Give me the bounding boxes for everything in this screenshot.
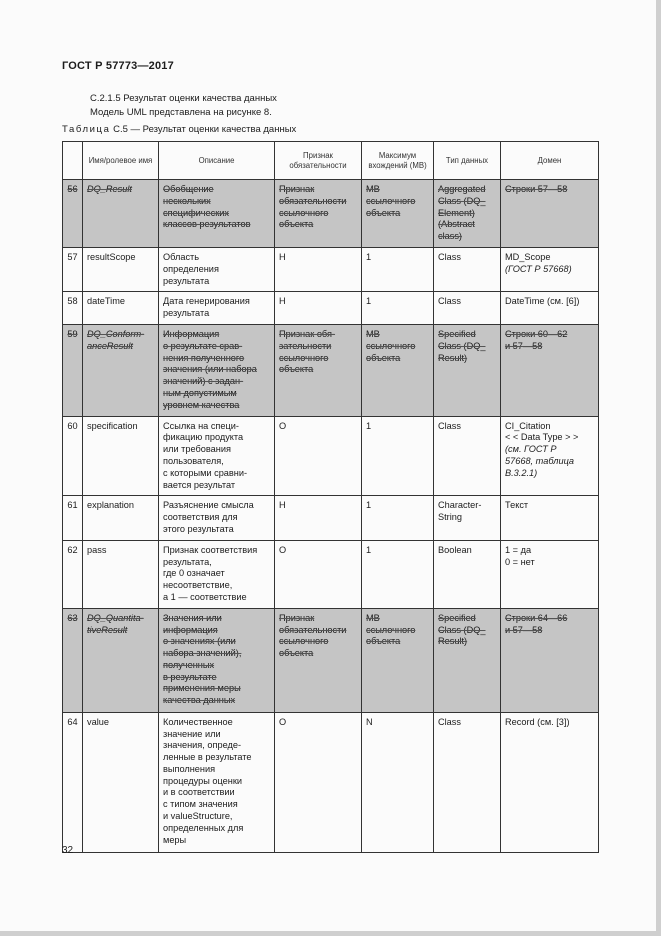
cell-obligation: [275, 247, 362, 291]
section-intro: [90, 92, 277, 120]
cell-text-line: DQ_Conform-: [87, 328, 145, 339]
column-header: [63, 142, 83, 180]
cell-text-line: уровнем качества: [163, 399, 240, 410]
cell-text-line: объекта: [366, 636, 401, 647]
cell-text-line: фикацию продукта: [163, 432, 244, 443]
table-caption-prefix: Таблица: [62, 124, 111, 135]
cell-text-line: Element): [438, 207, 475, 218]
cell-text-line: или требования: [163, 444, 231, 455]
cell-text-line: Result): [438, 352, 468, 363]
cell-data-type: [434, 247, 501, 291]
cell-text-line: Количественное: [163, 716, 233, 727]
cell-max-occurrence: [362, 180, 434, 248]
cell-text-line: Н: [279, 500, 286, 511]
cell-text-line: Class: [438, 716, 461, 727]
cell-data-type: [434, 180, 501, 248]
cell-text-line: соответствия для: [163, 512, 238, 523]
table-row: [63, 247, 599, 291]
cell-obligation: [275, 540, 362, 608]
cell-text-line: результата: [163, 275, 210, 286]
cell-domain: [501, 324, 599, 416]
cell-text-line: Значения или: [163, 612, 222, 623]
column-header: Максимум вхождений (МВ): [362, 142, 434, 180]
cell-text-line: и 57—58: [505, 340, 543, 351]
table-row: [63, 712, 599, 852]
cell-text-line: вается результат: [163, 479, 236, 490]
cell-text-line: МВ: [366, 612, 380, 623]
cell-text-line: ссылочного: [366, 624, 416, 635]
cell-text-line: class): [438, 231, 462, 242]
cell-text-line: ссылочного: [366, 195, 416, 206]
cell-max-occurrence: [362, 712, 434, 852]
cell-row-number: [63, 608, 83, 712]
cell-text-line: о результате срав-: [163, 340, 243, 351]
cell-row-number: [63, 324, 83, 416]
cell-max-occurrence: [362, 324, 434, 416]
cell-text-line: В.3.2.1): [505, 467, 538, 478]
cell-text-line: о значениях (или: [163, 636, 236, 647]
quality-result-table: [62, 141, 599, 853]
cell-text-line: explanation: [87, 500, 134, 511]
cell-text-line: О: [279, 716, 287, 727]
cell-text-line: 1: [366, 420, 372, 431]
cell-text-line: процедуры оценки: [163, 775, 242, 786]
cell-max-occurrence: [362, 247, 434, 291]
row-number: 60: [67, 420, 78, 431]
row-number: 62: [67, 544, 78, 555]
cell-text-line: в результате: [163, 671, 217, 682]
cell-text-line: Обобщение: [163, 184, 214, 194]
cell-text-line: 0 = нет: [505, 556, 535, 567]
cell-name: [83, 496, 159, 540]
cell-text-line: нескольких: [163, 195, 211, 206]
cell-text-line: (Abstract: [438, 219, 475, 230]
cell-obligation: [275, 712, 362, 852]
cell-text-line: 1: [366, 296, 372, 307]
cell-text-line: Признак: [279, 184, 315, 194]
cell-text-line: Class: [438, 420, 461, 431]
cell-text-line: Aggregated: [438, 184, 486, 194]
cell-description: [159, 712, 275, 852]
row-number: 61: [67, 500, 78, 511]
column-header: Имя/ролевое имя: [83, 142, 159, 180]
cell-data-type: [434, 496, 501, 540]
cell-text-line: применения меры: [163, 683, 241, 694]
cell-text-line: объекта: [279, 219, 314, 230]
table-caption-text: С.5 — Результат оценки качества данных: [113, 124, 297, 135]
cell-text-line: специфических: [163, 207, 229, 218]
cell-data-type: [434, 416, 501, 496]
cell-description: [159, 180, 275, 248]
cell-row-number: [63, 247, 83, 291]
cell-text-line: ным допустимым: [163, 387, 237, 398]
table-row: [63, 180, 599, 248]
row-number: 64: [67, 716, 78, 727]
cell-name: [83, 292, 159, 325]
cell-text-line: 1 = да: [505, 544, 532, 555]
cell-row-number: [63, 540, 83, 608]
cell-text-line: DQ_Result: [87, 184, 132, 194]
cell-text-line: MD_Scope: [505, 251, 551, 262]
cell-text-line: Class (DQ_: [438, 624, 486, 635]
cell-text-line: 1: [366, 544, 372, 555]
cell-text-line: значений) с задан-: [163, 376, 244, 387]
cell-text-line: Class: [438, 296, 461, 307]
cell-text-line: anceResult: [87, 340, 133, 351]
cell-text-line: значения, опреде-: [163, 740, 242, 751]
cell-text-line: ленные в результате: [163, 752, 252, 763]
cell-text-line: О: [279, 420, 287, 431]
cell-text-line: < < Data Type > >: [505, 432, 579, 443]
cell-domain: [501, 180, 599, 248]
table-row: [63, 540, 599, 608]
cell-max-occurrence: [362, 416, 434, 496]
cell-obligation: [275, 324, 362, 416]
cell-domain: [501, 416, 599, 496]
table-caption: [62, 124, 296, 135]
cell-text-line: и valueStructure,: [163, 811, 233, 822]
column-header: Тип данных: [434, 142, 501, 180]
cell-max-occurrence: [362, 540, 434, 608]
cell-row-number: [63, 292, 83, 325]
cell-text-line: Specified: [438, 612, 476, 623]
cell-text-line: 57668, таблица: [505, 455, 575, 466]
cell-text-line: Character-: [438, 500, 482, 511]
cell-obligation: [275, 608, 362, 712]
cell-row-number: [63, 180, 83, 248]
cell-text-line: DQ_Quantita-: [87, 612, 144, 623]
cell-text-line: resultScope: [87, 251, 136, 262]
cell-text-line: информация: [163, 624, 218, 635]
cell-text-line: этого результата: [163, 523, 234, 534]
cell-text-line: N: [366, 716, 373, 727]
cell-text-line: Строки 64—66: [505, 612, 568, 623]
cell-text-line: обязательности: [279, 195, 347, 206]
cell-text-line: Н: [279, 251, 286, 262]
cell-obligation: [275, 496, 362, 540]
cell-data-type: [434, 712, 501, 852]
cell-text-line: Class (DQ_: [438, 195, 486, 206]
cell-data-type: [434, 608, 501, 712]
cell-text-line: выполнения: [163, 763, 216, 774]
cell-text-line: с типом значения: [163, 799, 238, 810]
cell-name: [83, 712, 159, 852]
cell-text-line: Признак обя-: [279, 328, 336, 339]
cell-text-line: pass: [87, 544, 107, 555]
cell-text-line: Информация: [163, 328, 220, 339]
table-row: [63, 416, 599, 496]
cell-max-occurrence: [362, 608, 434, 712]
cell-description: [159, 292, 275, 325]
cell-description: [159, 608, 275, 712]
cell-text-line: с которыми сравни-: [163, 467, 248, 478]
cell-text-line: Class: [438, 251, 461, 262]
cell-text-line: значения (или набора: [163, 364, 257, 375]
cell-max-occurrence: [362, 292, 434, 325]
cell-obligation: [275, 292, 362, 325]
cell-domain: [501, 496, 599, 540]
cell-row-number: [63, 496, 83, 540]
cell-obligation: [275, 180, 362, 248]
cell-text-line: Result): [438, 636, 468, 647]
cell-text-line: Н: [279, 296, 286, 307]
cell-text-line: specification: [87, 420, 138, 431]
row-number: 63: [67, 612, 78, 623]
cell-text-line: Record (см. [3]): [505, 716, 570, 727]
cell-text-line: CI_Citation: [505, 420, 551, 431]
row-number: 59: [67, 328, 78, 339]
cell-text-line: МВ: [366, 184, 380, 194]
cell-text-line: полученных: [163, 659, 215, 670]
table-row: [63, 608, 599, 712]
page-number: 32: [62, 845, 74, 856]
cell-description: [159, 416, 275, 496]
cell-text-line: DateTime (см. [6]): [505, 296, 580, 307]
cell-text-line: и в соответствии: [163, 787, 235, 798]
column-header: Признак обязательности: [275, 142, 362, 180]
cell-text-line: результата,: [163, 556, 212, 567]
cell-obligation: [275, 416, 362, 496]
cell-domain: [501, 540, 599, 608]
cell-data-type: [434, 292, 501, 325]
cell-text-line: несоответствие,: [163, 580, 233, 591]
row-number: 56: [67, 184, 78, 194]
cell-text-line: определенных для: [163, 822, 244, 833]
section-heading: С.2.1.5 Результат оценки качества данных: [90, 93, 277, 104]
standard-identifier: ГОСТ Р 57773—2017: [62, 60, 174, 72]
cell-row-number: [63, 712, 83, 852]
table-row: [63, 292, 599, 325]
cell-text-line: ссылочного: [279, 636, 329, 647]
cell-text-line: Признак соответствия: [163, 544, 258, 555]
cell-text-line: Разъяснение смысла: [163, 500, 254, 511]
cell-description: [159, 540, 275, 608]
table-row: [63, 496, 599, 540]
cell-row-number: [63, 416, 83, 496]
cell-name: [83, 416, 159, 496]
cell-text-line: value: [87, 716, 109, 727]
cell-text-line: объекта: [366, 207, 401, 218]
cell-text-line: определения: [163, 263, 219, 274]
cell-text-line: String: [438, 512, 463, 523]
cell-text-line: Строки 57—58: [505, 184, 568, 194]
column-header: Описание: [159, 142, 275, 180]
cell-text-line: Дата генерирования: [163, 296, 250, 307]
cell-text-line: Specified: [438, 328, 476, 339]
cell-name: [83, 608, 159, 712]
cell-text-line: и 57—58: [505, 624, 543, 635]
cell-text-line: 1: [366, 251, 372, 262]
cell-text-line: О: [279, 544, 287, 555]
cell-text-line: классов результатов: [163, 219, 251, 230]
cell-text-line: tiveResult: [87, 624, 128, 635]
cell-text-line: Строки 60—62: [505, 328, 568, 339]
cell-text-line: (см. ГОСТ Р: [505, 444, 557, 455]
cell-text-line: объекта: [279, 648, 314, 659]
cell-description: [159, 247, 275, 291]
cell-text-line: (ГОСТ Р 57668): [505, 263, 572, 274]
cell-text-line: набора значений),: [163, 648, 242, 659]
cell-domain: [501, 292, 599, 325]
cell-text-line: обязательности: [279, 624, 347, 635]
cell-domain: [501, 247, 599, 291]
table-header-row: [63, 142, 599, 180]
cell-text-line: Текст: [505, 500, 529, 511]
cell-domain: [501, 608, 599, 712]
table-body: [63, 180, 599, 853]
cell-text-line: результата: [163, 308, 210, 319]
cell-text-line: 1: [366, 500, 372, 511]
cell-text-line: нения полученного: [163, 352, 245, 363]
cell-text-line: ссылочного: [279, 352, 329, 363]
cell-description: [159, 324, 275, 416]
column-header: Домен: [501, 142, 599, 180]
cell-max-occurrence: [362, 496, 434, 540]
cell-name: [83, 540, 159, 608]
cell-domain: [501, 712, 599, 852]
row-number: 57: [67, 251, 78, 262]
cell-name: [83, 180, 159, 248]
cell-text-line: объекта: [366, 352, 401, 363]
cell-text-line: Ссылка на специ-: [163, 420, 239, 431]
cell-text-line: Boolean: [438, 544, 472, 555]
cell-text-line: пользователя,: [163, 455, 224, 466]
cell-name: [83, 324, 159, 416]
cell-text-line: качества данных: [163, 695, 236, 706]
cell-name: [83, 247, 159, 291]
cell-data-type: [434, 540, 501, 608]
cell-text-line: МВ: [366, 328, 380, 339]
cell-description: [159, 496, 275, 540]
cell-text-line: dateTime: [87, 296, 125, 307]
cell-text-line: где 0 означает: [163, 568, 225, 579]
cell-data-type: [434, 324, 501, 416]
section-text: Модель UML представлена на рисунке 8.: [90, 107, 272, 118]
cell-text-line: ссылочного: [366, 340, 416, 351]
cell-text-line: меры: [163, 834, 187, 845]
cell-text-line: Признак: [279, 612, 315, 623]
row-number: 58: [67, 296, 78, 307]
cell-text-line: объекта: [279, 364, 314, 375]
cell-text-line: значение или: [163, 728, 221, 739]
cell-text-line: Class (DQ_: [438, 340, 486, 351]
table-row: [63, 324, 599, 416]
cell-text-line: Область: [163, 251, 200, 262]
cell-text-line: ссылочного: [279, 207, 329, 218]
cell-text-line: а 1 — соответствие: [163, 591, 247, 602]
cell-text-line: зательности: [279, 340, 332, 351]
